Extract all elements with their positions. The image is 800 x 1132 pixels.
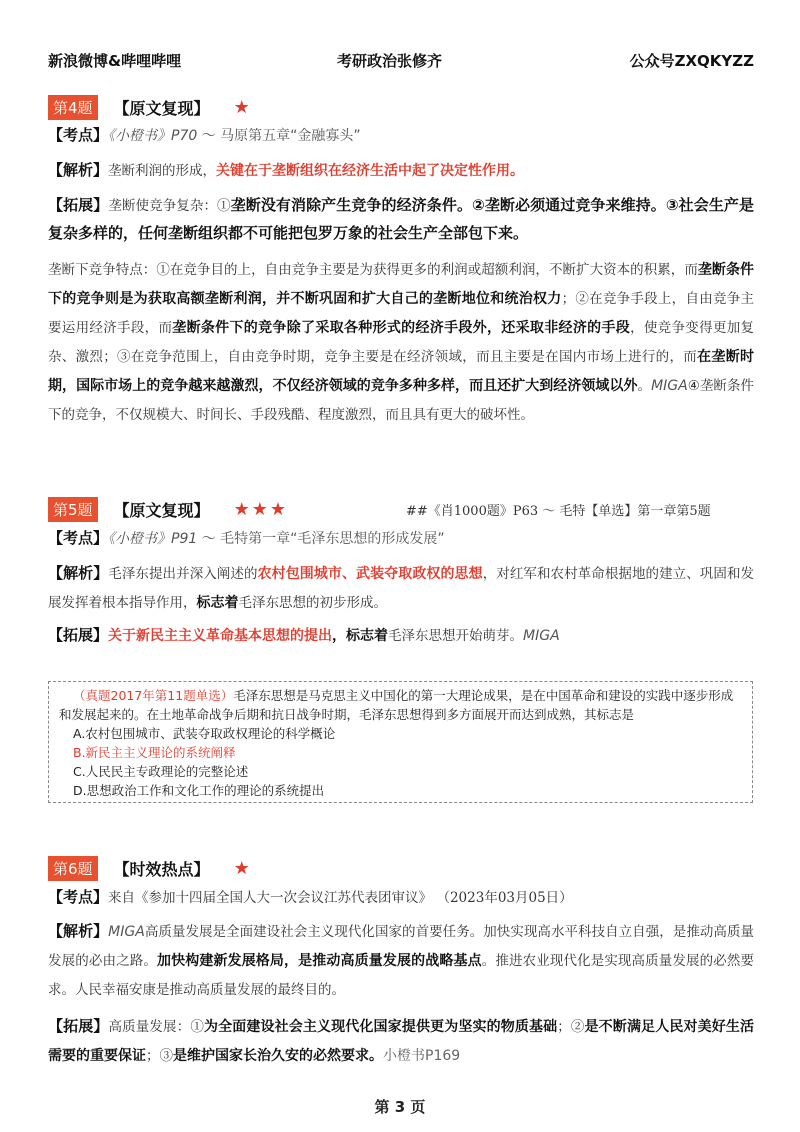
jiexi-label: 【解析】 (48, 564, 109, 582)
q5-stars: ★★★ (233, 499, 288, 520)
q5-kaodian (48, 527, 756, 550)
tuozhan-text: 毛泽东思想开始萌芽。 (388, 628, 524, 644)
exam-question-box (48, 681, 753, 803)
kaodian-text: ～ 马原第五章“金融寡头” (201, 128, 361, 144)
tuozhan-text: 高质量发展：① (108, 1019, 204, 1035)
q4-tuozhan (48, 192, 754, 248)
header-left: 新浪微博&哔哩哔哩 (48, 52, 182, 70)
miga-watermark: MIGA (108, 924, 145, 940)
para-text: ；②在竞争手段上，自由竞争主要运用经济手段，而 (48, 291, 755, 336)
exam-option-a: A.农村包围城市、武装夺取政权理论的科学概论 (73, 726, 336, 741)
tuozhan-highlight: 关于新民主主义革命基本思想的提出 (108, 628, 333, 644)
jiexi-text: 毛泽东思想的初步形成。 (238, 595, 387, 611)
q4-badge: 第4题 (48, 95, 98, 120)
book-reference: 小橙书P169 (383, 1048, 461, 1064)
book-title: 《小橙书》 (108, 531, 172, 547)
para-text: 。 (637, 378, 652, 394)
q6-kaodian (48, 886, 756, 909)
q6-tag: 【时效热点】 (113, 860, 210, 879)
q4-stars: ★ (233, 97, 252, 118)
para-bold: 垄断条件下的竞争则是为获取高额垄断利润，并不断巩固和扩大自己的垄断地位和统治权力 (48, 262, 755, 307)
exam-stem (59, 686, 742, 724)
header-center: 考研政治张修齐 (337, 52, 443, 70)
q4-heading (48, 95, 252, 120)
tuozhan-text: ；② (557, 1019, 585, 1035)
tuozhan-label: 【拓展】 (48, 626, 109, 644)
jiexi-highlight: 关键在于垄断组织在经济生活中起了决定性作用。 (216, 163, 525, 179)
jiexi-text: 垄断利润的形成， (108, 163, 217, 179)
tuozhan-text: 垄断使竞争复杂：① (108, 198, 231, 214)
tuozhan-bold: 为全面建设社会主义现代化国家提供更为坚实的物质基础 (203, 1019, 558, 1035)
q6-jiexi (48, 917, 754, 1005)
jiexi-text: 毛泽东提出并深入阐述的 (108, 566, 258, 582)
kaodian-label: 【考点】 (48, 529, 109, 547)
q5-tuozhan (48, 624, 756, 647)
q5-heading (48, 497, 711, 522)
jiexi-label: 【解析】 (48, 922, 109, 940)
kaodian-date: （2023年03月05日） (436, 890, 573, 906)
exam-option-b: B.新民主主义理论的系统阐释 (73, 745, 236, 760)
page-number: 第 3 页 (374, 1098, 426, 1116)
q6-stars: ★ (233, 858, 252, 879)
para-bold: 垄断条件下的竞争除了采取各种形式的经济手段外，还采取非经济的手段 (172, 320, 631, 336)
q6-tuozhan (48, 1012, 754, 1071)
tuozhan-label: 【拓展】 (48, 1017, 109, 1035)
q6-heading (48, 856, 252, 881)
book-page: P91 (171, 531, 198, 547)
tuozhan-bold: 垄断没有消除产生竞争的经济条件。②垄断必须通过竞争来维持。③社会生产是复杂多样的，任何垄断组织都不可能把包罗万象的社会生产全部包下来。 (48, 196, 754, 242)
q4-competition-paragraph (48, 256, 754, 430)
q6-badge: 第6题 (48, 856, 98, 881)
jiexi-highlight: 农村包围城市、武装夺取政权的思想 (257, 566, 483, 582)
q4-jiexi (48, 159, 756, 182)
q5-source: ##《肖1000题》P63 ～ 毛特【单选】第一章第5题 (405, 504, 711, 519)
jiexi-bold: 标志着 (196, 595, 239, 611)
para-bold: 在垄断时期，国际市场上的竞争越来越激烈，不仅经济领域的竞争多种多样，而且还扩大到经济领域以外 (48, 349, 755, 394)
q4-kaodian (48, 124, 756, 147)
miga-watermark: MIGA (523, 628, 560, 644)
tuozhan-label: 【拓展】 (48, 196, 109, 214)
q4-tag: 【原文复现】 (113, 99, 210, 118)
para-text: 垄断下竞争特点：①在竞争目的上，自由竞争主要是为获得更多的利润或超额利润，不断扩大资本的积累，而 (48, 262, 698, 278)
kaodian-text: 来自《参加十四届全国人大一次会议江苏代表团审议》 (108, 890, 433, 906)
exam-option-d: D.思想政治工作和文化工作的理论的系统提出 (73, 783, 325, 798)
book-page: P70 (171, 128, 198, 144)
q5-tag: 【原文复现】 (113, 501, 210, 520)
para-text: ，使竞争变得更加复杂、激烈；③在竞争范围上，自由竞争时期，竞争主要是在经济领域，而且主要是在国内市场上进行的，而 (48, 320, 755, 365)
jiexi-text: 高质量发展是全面建设社会主义现代化国家的首要任务。加快实现高水平科技自立自强，是推动高质量发展的必由之路。 (48, 924, 754, 969)
para-text: ④垄断条件下的竞争，不仅规模大、时间长、手段残酷、程度激烈，而且具有更大的破坏性。 (48, 378, 755, 423)
jiexi-text: ，对红军和农村革命根据地的建立、巩固和发展发挥着根本指导作用， (48, 566, 755, 611)
tuozhan-bold: 是不断满足人民对美好生活需要的重要保证 (48, 1019, 755, 1064)
jiexi-label: 【解析】 (48, 161, 109, 179)
jiexi-bold: 加快构建新发展格局，是推动高质量发展的战略基点 (156, 953, 482, 969)
kaodian-text: ～ 毛特第一章“毛泽东思想的形成发展” (201, 531, 445, 547)
miga-watermark: MIGA (651, 378, 688, 394)
exam-stem-text: 毛泽东思想是马克思主义中国化的第一大理论成果，是在中国革命和建设的实践中逐步形成和发展起来的。在土地革命战争后期和抗日战争时期，毛泽东思想得到多方面展开而达到成熟，其标志是 (59, 688, 734, 722)
q5-badge: 第5题 (48, 497, 98, 522)
tuozhan-text: ；③ (146, 1048, 173, 1064)
exam-year-tag: （真题2017年第11题单选） (73, 688, 234, 703)
exam-option-c: C.人民民主专政理论的完整论述 (73, 764, 249, 779)
tuozhan-bold: 是维护国家长治久安的必然要求。 (173, 1048, 383, 1064)
jiexi-text: 。推进农业现代化是实现高质量发展的必然要求。人民幸福安康是推动高质量发展的最终目的。 (48, 953, 755, 998)
kaodian-label: 【考点】 (48, 126, 109, 144)
tuozhan-bold: ，标志着 (332, 628, 389, 644)
book-title: 《小橙书》 (108, 128, 172, 144)
kaodian-label: 【考点】 (48, 888, 109, 906)
q5-jiexi (48, 559, 754, 618)
header-right: 公众号ZXQKYZZ (629, 52, 754, 70)
